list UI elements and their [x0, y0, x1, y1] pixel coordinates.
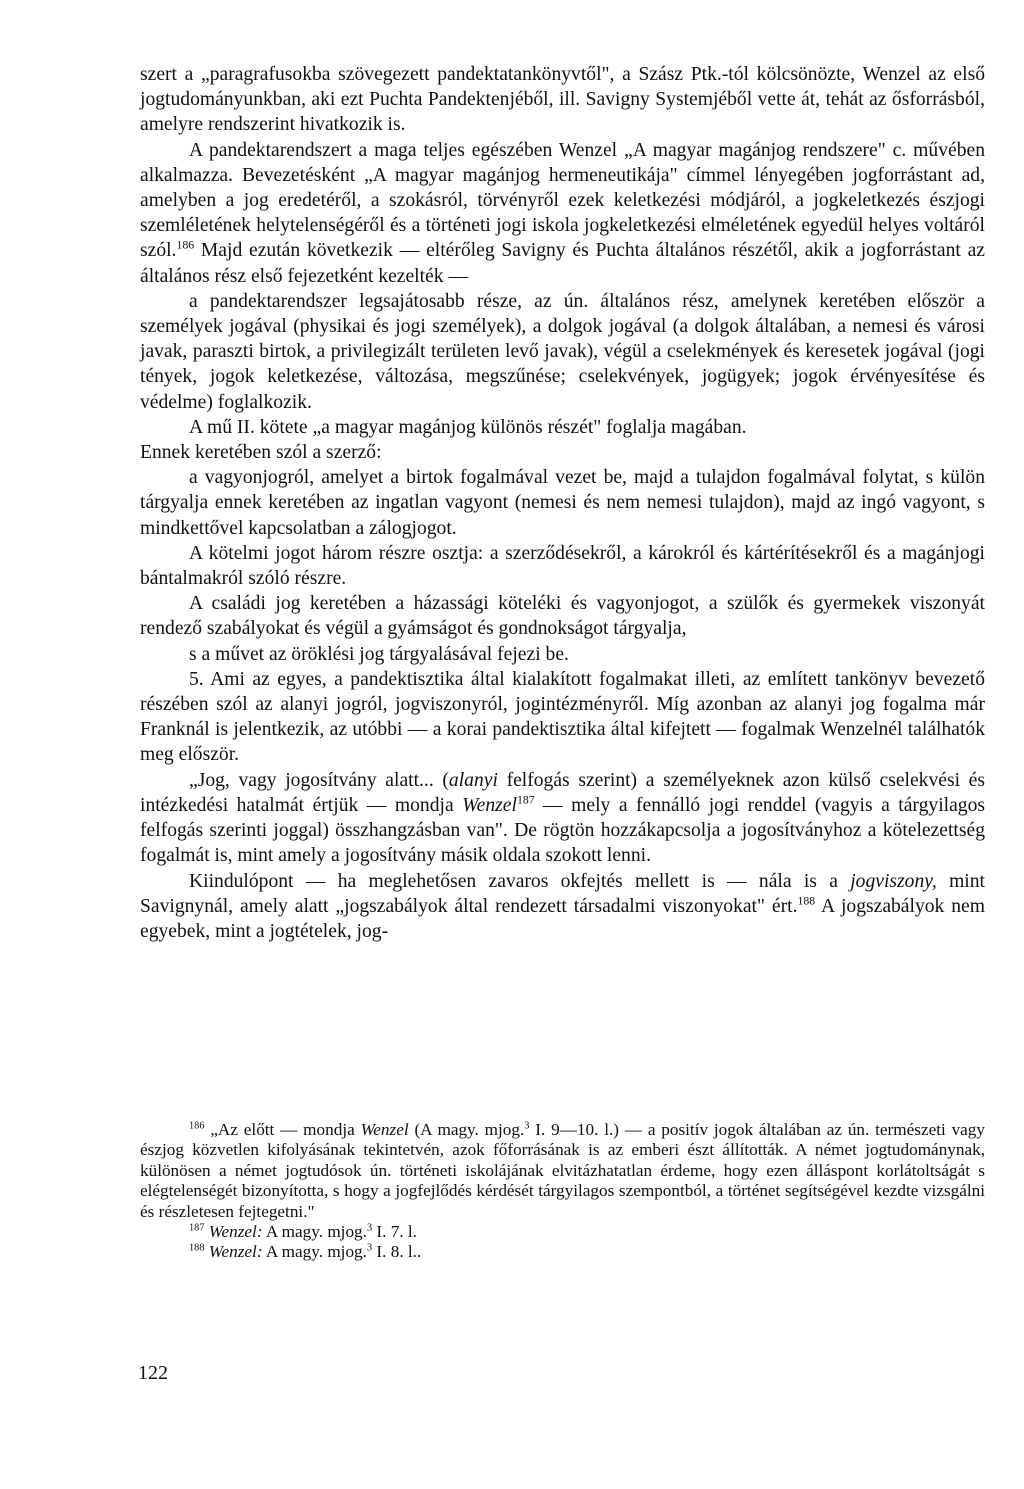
paragraph-4: A mű II. kötete „a magyar magánjog különös részét" foglalja magában. [189, 416, 747, 438]
footnote-number: 188 [189, 1242, 205, 1254]
paragraph-3: a pandektarendszer legsajátosabb része, az ún. általános rész, amelynek keretében először a személyek jogával (physikai és jogi személyek), a dolgok jogával (a dolgok általában, a nemesi és városi javak, paraszti birtok, a privilegizált területen levő javak), végül a cselekmények és keresetek jogával (jogi tények, jogok keletkezése, változása, megszűnése; cselekvények, jogügyek; jogok érvényesítése és védelme) foglalkozik. [140, 290, 985, 413]
paragraph-8: A családi jog keretében a házassági köteléki és vagyonjogot, a szülők és gyermekek viszonyát rendező szabályokat és végül a gyámságot és gondnokságot tárgyalja, [140, 593, 985, 640]
paragraph-12: Kiindulópont — ha meglehetősen zavaros okfejtés mellett is — nála is a jogviszony, mint Savignynál, amely alatt „jogszabályok által rendezett társadalmi viszonyokat" ért.$^{188}$ A jogszabályok nem egyebek, mint a jogtételek, jog- [140, 870, 985, 942]
footnotes [140, 1120, 985, 1263]
footnote-ref-186[interactable]: 186 [176, 238, 195, 252]
footnote-number: 187 [189, 1222, 205, 1234]
paragraph-7: A kötelmi jogot három részre osztja: a szerződésekről, a károkról és kártérítésekről és a magánjogi bántalmakról szóló részre. [140, 542, 985, 590]
italic-jogviszony: jogviszony, [850, 870, 937, 892]
footnote-188: $^{188}$ Wenzel: A magy. mjog.$^3$ I. 8. l.. [189, 1242, 422, 1262]
footnote-ref-188[interactable]: 188 [797, 894, 816, 908]
italic-wenzel: Wenzel [462, 794, 517, 816]
body-text [140, 62, 985, 944]
paragraph-9: s a művet az öröklési jog tárgyalásával fejezi be. [189, 643, 569, 665]
page-number: 122 [138, 1362, 168, 1384]
paragraph-11: „Jog, vagy jogosítvány alatt... (alanyi felfogás szerint) a személyeknek azon külső cselekvési és intézkedési hatalmát értjük — mondja Wenzel$^{187}$ — mely a fennálló jogi renddel (vagyis a tárgyilagos felfogás szerinti joggal) összhangzásban van". De rögtön hozzákapcsolja a jogosítványhoz a kötelezettség fogalmát is, mint amely a jogosítvány másik oldala szokott lenni. [140, 769, 985, 867]
footnote-187: $^{187}$ Wenzel: A magy. mjog.$^3$ I. 7. l. [189, 1222, 417, 1242]
paragraph-6: a vagyonjogról, amelyet a birtok fogalmával vezet be, majd a tulajdon fogalmával folytat, s külön tárgyalja ennek keretében az ingatlan vagyont (nemesi és nem nemesi tulajdon), majd az ingó vagyont, s mindkettővel kapcsolatban a zálogjogot. [140, 467, 985, 539]
paragraph-10: 5. Ami az egyes, a pandektisztika által kialakított fogalmakat illeti, az említett tankönyv bevezető részében szól az alanyi jogról, jogviszonyról, jogintézményről. Míg azonban az alanyi jog fogalma már Franknál is jelentkezik, az utóbbi — a korai pandektisztika által kifejtett — fogalmak Wenzelnél találhatók meg először. [140, 668, 985, 766]
italic-alanyi: alanyi [448, 769, 498, 791]
paragraph-2: A pandektarendszert a maga teljes egészében Wenzel „A magyar magánjog rendszere" c. művében alkalmazza. Bevezetésként „A magyar magánjog hermeneutikája" címmel lényegében jogforrástant ad, amelyben a jog eredetéről, a szokásról, törvényről ezek keletkezési módjáról, a jogkeletkezés észjogi szemléletének helytelenségéről és a történeti jogi iskola jogkeletkezési elméletének egyedül helyes voltáról szól.$^{186}$ Majd ezután következik — eltérőleg Savigny és Puchta általános részétől, akik a jogforrástant az általános rész első fejezetként kezelték — [140, 139, 985, 287]
footnote-ref-187[interactable]: 187 [516, 793, 535, 807]
footnote-186: $^{186}$ „Az előtt — mondja Wenzel (A magy. mjog.$^3$ I. 9—10. l.) — a positív jogok általában az ún. természeti vagy észjog közvetlen kifolyásának tekintetvén, azok főforrásának is az emberi észt állították. A német jogtudománynak, különösen a német jogtudósok ún. történeti iskolájának elvitázhatatlan érdeme, hogy ezen álláspont korlátoltságát s elégtelenségét bizonyította, s hogy a jogfejlődés kérdését tárgyilagos szempontból, a történet segítségével kezdte vizsgálni és részletesen fejtegetni." [140, 1120, 985, 1221]
paragraph-1: szert a „paragrafusokba szövegezett pandektatankönyvtől", a Szász Ptk.-tól kölcsönözte, Wenzel az első jogtudományunkban, aki ezt Puchta Pandektenjéből, ill. Savigny Systemjéből vette át, tehát az ősforrásból, amelyre rendszerint hivatkozik is. [140, 64, 985, 136]
paragraph-5: Ennek keretében szól a szerző: [140, 442, 382, 464]
footnote-number: 186 [189, 1120, 205, 1132]
